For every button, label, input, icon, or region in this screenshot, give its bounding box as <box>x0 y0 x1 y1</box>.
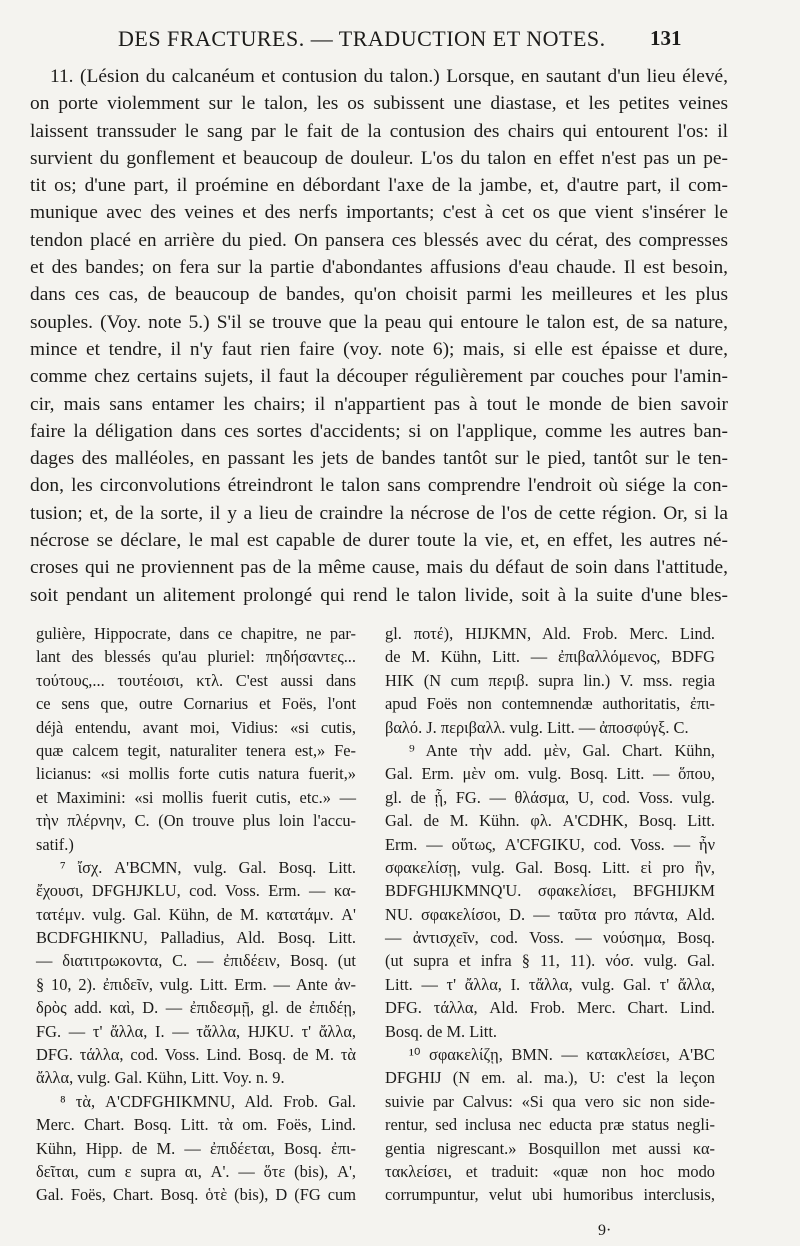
note-line: suivie par Calvus: «Si qua vero sic non side- <box>385 1091 715 1111</box>
note-line: § 10, 2). ἐπιδεῖν, vulg. Litt. Erm. — Ante ἀν- <box>36 974 356 994</box>
note-line: ce sens que, outre Cornarius et Foës, l'ont <box>36 694 356 714</box>
note-line: gl. ποτέ), HIJKMN, Ald. Frob. Merc. Lind. <box>385 624 715 643</box>
note-line: δρὸς add. καὶ, D. — ἐπιδεσμῇ, gl. de ἐπιδέῃ, <box>36 998 356 1018</box>
note-line: ⁷ ἴσχ. A'BCMN, vulg. Gal. Bosq. Litt. <box>60 857 356 877</box>
note-line: ἄλλα, vulg. Gal. Kühn, Litt. Voy. n. 9. <box>36 1068 285 1088</box>
note-line: ¹⁰ σφακελίζῃ, BMN. — κατακλείσει, A'BC <box>409 1045 715 1065</box>
note-line: Merc. Chart. Bosq. Litt. τὰ om. Foës, Lind. <box>36 1115 356 1135</box>
note-line: gulière, Hippocrate, dans ce chapitre, ne par- <box>36 624 356 643</box>
note-line: βαλό. J. περιβαλλ. vulg. Litt. — ἀποσφύγξ. C. <box>385 717 689 737</box>
note-line: BDFGHIJKMNQ'U. σφακελίσει, BFGHIJKM <box>385 881 715 901</box>
main-text-line: mince et tendre, il n'y faut rien faire (voy. note 6); mais, si elle est épaisse et dure, <box>30 338 728 360</box>
page-number: 131 <box>650 26 682 50</box>
note-line: — ἀντισχεῖν, cod. Voss. — νούσημα, Bosq. <box>385 928 715 948</box>
note-line: lant des blessés qu'au pluriel: πηδήσαντες... <box>36 647 356 667</box>
main-text-line: don, les circonvolutions étreindront le talon sans comprendre l'endroit où siége la con- <box>30 475 728 497</box>
main-text-line: nécrose se déclare, le mal est capable de durer toute la vie, et, en effet, les autres né- <box>30 530 728 552</box>
note-line: DFG. τάλλα, cod. Voss. Lind. Bosq. de M. τὰ <box>36 1045 356 1065</box>
note-line: Litt. — τ' ἄλλα, I. τἄλλα, vulg. Gal. τ' ἄλλα, <box>385 974 715 994</box>
note-line: Kühn, Hipp. de M. — ἐπιδέεται, Bosq. ἐπι- <box>36 1138 356 1158</box>
note-line: (ut supra et infra § 11, 11). νόσ. vulg. Gal. <box>385 951 715 971</box>
note-line: HIK (N cum περιβ. supra lin.) V. mss. regia <box>385 670 715 690</box>
note-line: τακλείσει, et traduit: «quæ non hoc modo <box>385 1161 715 1181</box>
note-line: DFG. τάλλα, Ald. Frob. Merc. Chart. Lind. <box>385 998 715 1018</box>
main-text-line: croses qui ne proviennent pas de la même cause, mais du défaut de soin dans l'attitude, <box>30 557 728 579</box>
note-line: FG. — τ' ἄλλα, I. — τἄλλα, HJKU. τ' ἄλλα, <box>36 1021 356 1041</box>
note-line: τούτους,... τουτέοισι, κτλ. C'est aussi dans <box>36 670 356 690</box>
note-line: ἔχουσι, DFGHJKLU, cod. Voss. Erm. — κα- <box>36 881 356 901</box>
main-text-line: survient du gonflement et beaucoup de douleur. L'os du talon en effet n'est pas un pe- <box>30 147 728 169</box>
note-line: σφακελίσῃ, vulg. Gal. Bosq. Litt. εἰ pro ἢν, <box>385 857 715 877</box>
note-line: licianus: «si mollis forte cutis natura fuerit,» <box>36 764 356 784</box>
main-text-line: munique avec des veines et des nerfs importants; c'est à cet os que vient s'insérer le <box>30 202 728 224</box>
main-text-line: cir, mais sans entamer les chairs; il n'appartient pas à tout le monde de bien savoir <box>30 393 728 415</box>
main-text-line: 11. (Lésion du calcanéum et contusion du talon.) Lorsque, en sautant d'un lieu élevé, <box>50 66 728 87</box>
signature-mark: 9· <box>598 1222 612 1239</box>
main-text-line: comme chez certains sujets, il faut la découper régulièrement par couches pour l'amin- <box>30 366 728 388</box>
note-line: — διατιτρωκοντα, C. — ἐπιδέειν, Bosq. (ut <box>36 951 356 971</box>
note-line: τατέμν. vulg. Gal. Kühn, de M. κατατάμν. A' <box>36 904 356 924</box>
note-line: τὴν πλέρνην, C. (On trouve plus loin l'accu- <box>36 811 356 831</box>
note-line: satif.) <box>36 834 74 854</box>
note-line: Bosq. de M. Litt. <box>385 1021 498 1041</box>
note-line: ⁹ Ante τὴν add. μὲν, Gal. Chart. Kühn, <box>409 740 715 760</box>
note-line: Gal. de M. Kühn. φλ. A'CDHK, Bosq. Litt. <box>385 811 715 831</box>
notes-right-column <box>385 622 715 1207</box>
note-line: de M. Kühn, Litt. — ἐπιβαλλόμενος, BDFG <box>385 647 715 667</box>
main-text-line: on porte violemment sur le talon, les os subissent une diastase, et les petites veines <box>30 93 728 115</box>
main-text-line: faire la déligation dans ces sortes d'accidents; si on l'applique, comme les autres ban- <box>30 420 728 442</box>
note-line: BCDFGHIKNU, Palladius, Ald. Bosq. Litt. <box>36 928 356 948</box>
note-line: quæ calcem tegit, naturaliter tenera est,» Fe- <box>36 740 356 760</box>
running-head <box>0 26 800 56</box>
note-line: apud Foës non contemnendæ authoritatis, ἐπι- <box>385 694 715 714</box>
main-text-line: dans ces cas, de beaucoup de bandes, qu'on choisit parmi les meilleures et les plus <box>30 284 728 306</box>
note-line: δεῖται, cum ε supra αι, A'. — ὅτε (bis), A', <box>36 1161 356 1181</box>
note-line: ⁸ τὰ, A'CDFGHIKMNU, Ald. Frob. Gal. <box>60 1091 356 1111</box>
main-text-line: soit pendant un alitement prolongé qui rend le talon livide, soit à la suite d'une bles- <box>30 584 728 606</box>
main-text-line: tit os; d'une part, il proémine en débordant l'axe de la jambe, et, d'autre part, il com- <box>30 175 728 197</box>
note-line: déjà entendu, avant moi, Vidius: «si cutis, <box>36 717 356 737</box>
note-line: rentur, sed inclusa nec educta præ status negli- <box>385 1115 715 1135</box>
note-line: DFGHIJ (N em. al. ma.), U: c'est la leçon <box>385 1068 715 1088</box>
main-text-line: laissent transsuder le sang par le fait de la contusion des chairs qui entourent l'os: il <box>30 120 728 142</box>
main-paragraph <box>30 63 728 609</box>
note-line: et Maximini: «si mollis fuerit cutis, etc.» — <box>36 787 356 807</box>
main-text-line: tusion; et, de la sorte, il y a lieu de craindre la nécrose de l'os de cette région. Or, si la <box>30 502 728 524</box>
notes-left-column <box>36 622 356 1207</box>
main-text-line: souples. (Voy. note 5.) S'il se trouve que la peau qui entoure le talon est, de sa nature, <box>30 311 728 333</box>
note-line: corrumpuntur, velut ubi humoribus interclusis, <box>385 1185 715 1205</box>
note-line: Erm. — οὕτως, A'CFGIKU, cod. Voss. — ἦν <box>385 834 715 854</box>
main-text-line: tendon placé en arrière du pied. On pansera ces blessés avec du cérat, des compresses <box>30 229 728 251</box>
note-line: NU. σφακελίσοι, D. — ταῦτα pro πάντα, Ald. <box>385 904 715 924</box>
note-line: gentia nigrescant.» Bosquillon met aussi κα- <box>385 1138 715 1158</box>
main-text-line: dages des malléoles, en passant les jets de bandes tantôt sur le pied, tantôt sur le ten- <box>30 448 728 470</box>
note-line: Gal. Erm. μὲν om. vulg. Bosq. Litt. — ὅπου, <box>385 764 715 784</box>
running-head-title: DES FRACTURES. — TRADUCTION ET NOTES. <box>118 26 606 51</box>
note-line: Gal. Foës, Chart. Bosq. ὁτὲ (bis), D (FG cum <box>36 1185 356 1205</box>
main-text-line: et des bandes; on fera sur la partie d'abondantes affusions d'eau chaude. Il est besoin, <box>30 257 728 279</box>
note-line: gl. de ᾗ, FG. — θλάσμα, U, cod. Voss. vulg. <box>385 787 715 807</box>
